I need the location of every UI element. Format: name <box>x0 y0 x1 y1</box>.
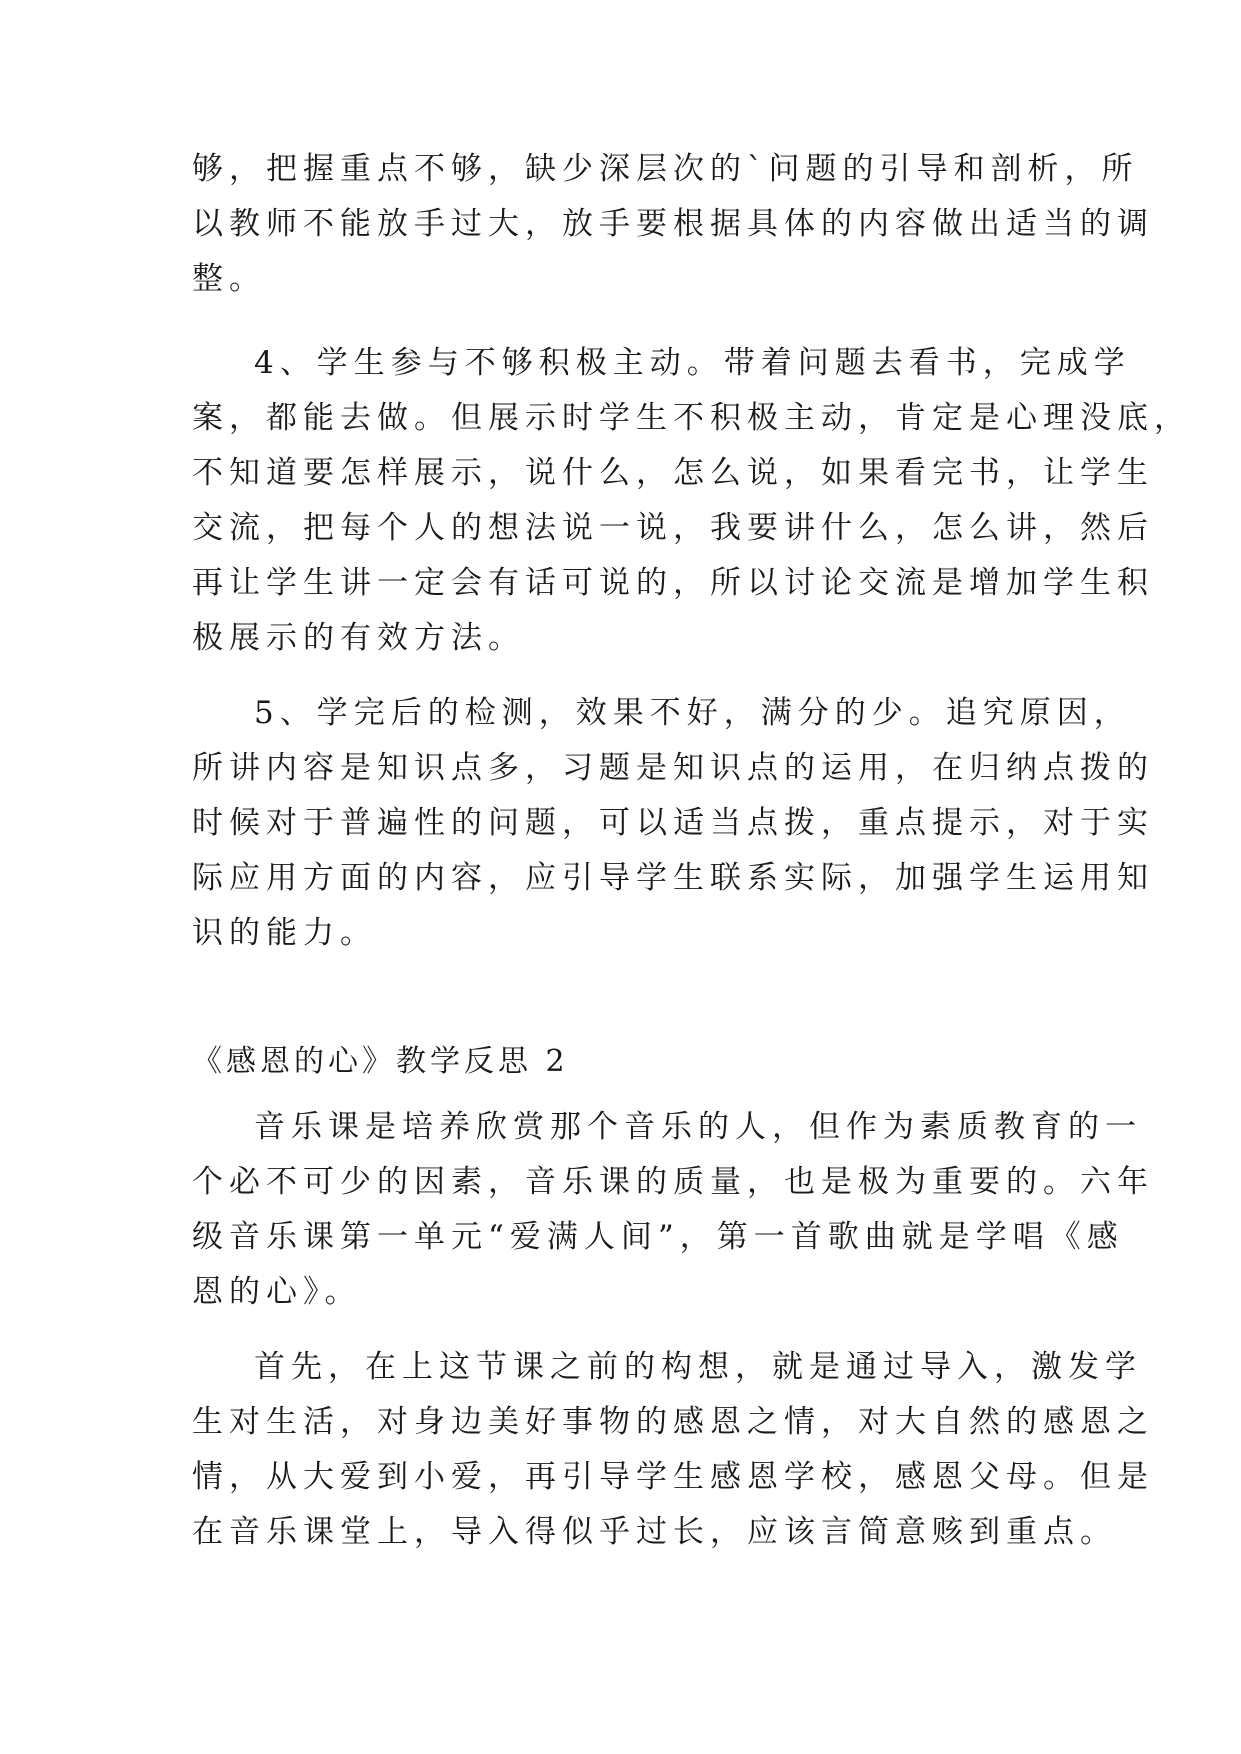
paragraph-line: 够，把握重点不够，缺少深层次的`问题的引导和剖析，所 <box>192 151 1139 187</box>
paragraph-line: 恩的心》。 <box>192 1274 362 1310</box>
paragraph-line: 时候对于普遍性的问题，可以适当点拨，重点提示，对于实 <box>192 805 1154 841</box>
paragraph-line: 所讲内容是知识点多，习题是知识点的运用，在归纳点拨的 <box>192 750 1154 786</box>
paragraph-line: 5、学完后的检测，效果不好，满分的少。追究原因， <box>254 695 1131 731</box>
section-title: 《感恩的心》教学反思 2 <box>192 1044 569 1079</box>
paragraph-line: 际应用方面的内容，应引导学生联系实际，加强学生运用知 <box>192 860 1154 896</box>
paragraph-line: 首先，在上这节课之前的构想，就是通过导入，激发学 <box>254 1349 1142 1385</box>
paragraph-line: 生对生活，对身边美好事物的感恩之情，对大自然的感恩之 <box>192 1404 1154 1440</box>
paragraph-line: 音乐课是培养欣赏那个音乐的人，但作为素质教育的一 <box>254 1109 1142 1145</box>
paragraph-line: 案，都能去做。但展示时学生不积极主动，肯定是心理没底， <box>192 400 1191 436</box>
paragraph-line: 情，从大爱到小爱，再引导学生感恩学校，感恩父母。但是 <box>192 1459 1154 1495</box>
paragraph-line: 在音乐课堂上，导入得似乎过长，应该言简意赅到重点。 <box>192 1514 1117 1550</box>
paragraph-line: 4、学生参与不够积极主动。带着问题去看书，完成学 <box>254 345 1131 381</box>
paragraph-line: 不知道要怎样展示，说什么，怎么说，如果看完书，让学生 <box>192 455 1154 491</box>
paragraph-line: 交流，把每个人的想法说一说，我要讲什么，怎么讲，然后 <box>192 510 1154 546</box>
paragraph-line: 级音乐课第一单元“爱满人间”，第一首歌曲就是学唱《感 <box>192 1219 1124 1255</box>
paragraph-line: 整。 <box>192 261 266 297</box>
paragraph-line: 识的能力。 <box>192 915 377 951</box>
paragraph-line: 再让学生讲一定会有话可说的，所以讨论交流是增加学生积 <box>192 565 1154 601</box>
paragraph-line: 以教师不能放手过大，放手要根据具体的内容做出适当的调 <box>192 206 1154 242</box>
paragraph-line: 极展示的有效方法。 <box>192 620 525 656</box>
paragraph-line: 个必不可少的因素，音乐课的质量，也是极为重要的。六年 <box>192 1164 1154 1200</box>
